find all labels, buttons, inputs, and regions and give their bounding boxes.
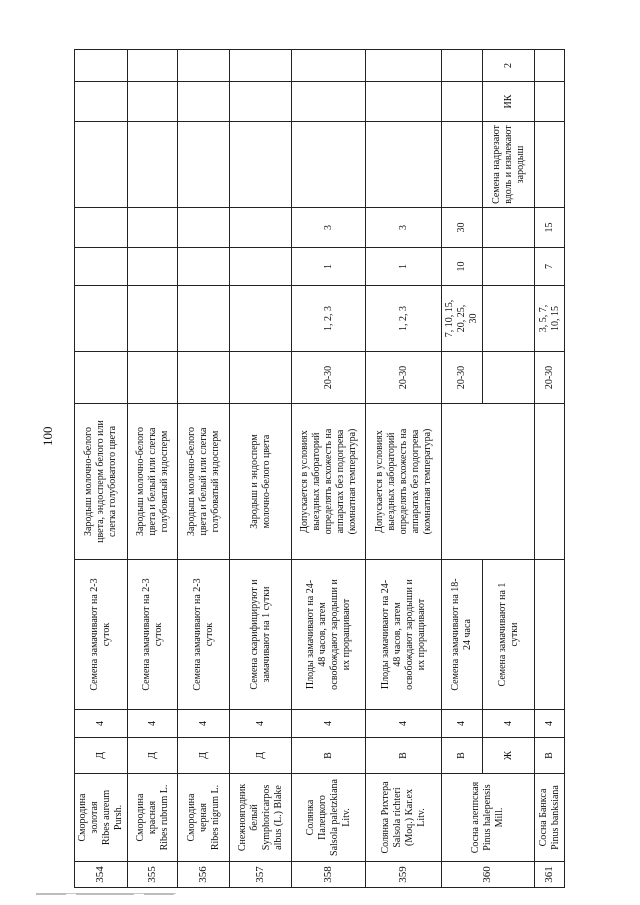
preparation-cell: Плоды замачивают на 24- 48 часов, затем освобождают зародыши и их проращивают <box>292 560 366 710</box>
days-cell <box>483 286 535 352</box>
note-cell <box>442 404 535 560</box>
row-number: 354 <box>75 862 128 888</box>
preparation-cell: Семена замачивают на 18- 24 часа <box>442 560 483 710</box>
table-row <box>230 50 292 888</box>
extra-cell <box>128 82 178 122</box>
count-cell: 4 <box>366 710 442 738</box>
group-cell: Д <box>230 738 292 774</box>
extra-cell <box>442 50 483 82</box>
extra-cell <box>292 122 366 208</box>
extra-cell <box>230 82 292 122</box>
preparation-cell: Семена замачивают на 2-3 суток <box>75 560 128 710</box>
extra-cell <box>230 50 292 82</box>
species-cell: Солянка Палецкого Salsola paletzkiana Litv. <box>292 774 366 862</box>
temperature-cell: 20-30 <box>292 352 366 404</box>
table-row <box>442 50 483 888</box>
species-cell: Смородина черная Ribes nigrum L. <box>178 774 230 862</box>
extra-cell <box>75 122 128 208</box>
row-number: 357 <box>230 862 292 888</box>
group-cell: Д <box>128 738 178 774</box>
group-cell: Ж <box>483 738 535 774</box>
species-cell: Сосна Банкса Pinus banksiana <box>535 774 565 862</box>
table-row <box>178 50 230 888</box>
value-cell <box>75 208 128 248</box>
extra-cell: Семена надрезают вдоль и извлекают зародыш <box>483 122 535 208</box>
temperature-cell: 20-30 <box>535 352 565 404</box>
seed-testing-table <box>74 50 561 888</box>
count-cell: 4 <box>535 710 565 738</box>
species-cell: Снежноягодник белый Symphoricarpos albus (L.) Blake <box>230 774 292 862</box>
row-number: 355 <box>128 862 178 888</box>
page-number: 100 <box>40 426 55 446</box>
note-cell <box>535 404 565 560</box>
temperature-cell <box>75 352 128 404</box>
value-cell: 15 <box>535 208 565 248</box>
extra-cell <box>292 82 366 122</box>
value-cell <box>230 208 292 248</box>
species-cell: Сосна алеппская Pinus halepensis Mill. <box>442 774 535 862</box>
group-cell: Д <box>75 738 128 774</box>
extra-cell <box>230 122 292 208</box>
value-cell <box>128 208 178 248</box>
extra-cell: ИК <box>483 82 535 122</box>
value-cell <box>483 208 535 248</box>
table-row <box>75 50 128 888</box>
count-cell: 4 <box>75 710 128 738</box>
note-cell: Зародыш молочно-белого цвета и белый или слегка голубоватый эндосперм <box>128 404 178 560</box>
value-cell <box>230 248 292 286</box>
preparation-cell: Плоды замачивают на 24- 48 часов, затем освобождают зародыши и их проращивают <box>366 560 442 710</box>
preparation-cell: Семена замачивают на 2-3 суток <box>128 560 178 710</box>
note-cell: Зародыш молочно-белого цвета, эндосперм белого или слегка голубоватого цвета <box>75 404 128 560</box>
scan-edge-marks <box>36 893 176 899</box>
days-cell <box>128 286 178 352</box>
extra-cell <box>535 50 565 82</box>
species-cell: Смородина золотая Ribes aureum Pursh. <box>75 774 128 862</box>
days-cell: 1, 2, 3 <box>292 286 366 352</box>
group-cell: В <box>442 738 483 774</box>
extra-cell <box>75 50 128 82</box>
value-cell <box>483 248 535 286</box>
species-cell: Смородина красная Ribes rubrum L. <box>128 774 178 862</box>
note-cell: Зародыш и эндосперм молочно-белого цвета <box>230 404 292 560</box>
days-cell <box>75 286 128 352</box>
extra-cell <box>535 82 565 122</box>
days-cell: 3, 5, 7, 10, 15 <box>535 286 565 352</box>
table-row <box>366 50 442 888</box>
count-cell: 4 <box>230 710 292 738</box>
temperature-cell <box>128 352 178 404</box>
extra-cell <box>366 82 442 122</box>
extra-cell <box>442 82 483 122</box>
group-cell: В <box>292 738 366 774</box>
extra-cell <box>535 122 565 208</box>
days-cell: 7, 10, 15, 20, 25, 30 <box>442 286 483 352</box>
value-cell <box>178 208 230 248</box>
extra-cell <box>178 122 230 208</box>
value-cell: 3 <box>292 208 366 248</box>
preparation-cell: Семена замачивают на 1 сутки <box>483 560 535 710</box>
species-cell: Солянка Рихтера Salsola richteri (Moq.) Kar.ex Litv. <box>366 774 442 862</box>
temperature-cell: 20-30 <box>366 352 442 404</box>
table-row <box>292 50 366 888</box>
group-cell: Д <box>178 738 230 774</box>
value-cell <box>178 248 230 286</box>
value-cell: 7 <box>535 248 565 286</box>
value-cell <box>75 248 128 286</box>
extra-cell <box>366 50 442 82</box>
count-cell: 4 <box>483 710 535 738</box>
value-cell: 30 <box>442 208 483 248</box>
count-cell: 4 <box>128 710 178 738</box>
temperature-cell <box>178 352 230 404</box>
table-row <box>535 50 565 888</box>
count-cell: 4 <box>292 710 366 738</box>
row-number: 361 <box>535 862 565 888</box>
row-number: 356 <box>178 862 230 888</box>
days-cell <box>178 286 230 352</box>
note-cell: Зародыш молочно-белого цвета и белый или слегка голубоватый эндосперм <box>178 404 230 560</box>
group-cell: В <box>535 738 565 774</box>
extra-cell <box>128 50 178 82</box>
value-cell <box>128 248 178 286</box>
extra-cell <box>178 82 230 122</box>
extra-cell <box>178 50 230 82</box>
row-number: 359 <box>366 862 442 888</box>
days-cell: 1, 2, 3 <box>366 286 442 352</box>
extra-cell <box>128 122 178 208</box>
table-row <box>128 50 178 888</box>
temperature-cell <box>230 352 292 404</box>
extra-cell <box>75 82 128 122</box>
preparation-cell <box>535 560 565 710</box>
value-cell: 1 <box>292 248 366 286</box>
temperature-cell <box>483 352 535 404</box>
table <box>74 49 565 888</box>
days-cell <box>230 286 292 352</box>
preparation-cell: Семена замачивают на 2-3 суток <box>178 560 230 710</box>
preparation-cell: Семена скарифицируют и замачивают на 1 сутки <box>230 560 292 710</box>
extra-cell <box>292 50 366 82</box>
extra-cell: 2 <box>483 50 535 82</box>
note-cell: Допускается в условиях выездных лабораторий определять всхожесть на аппаратах без подогрева (комнатная температура) <box>366 404 442 560</box>
extra-cell <box>366 122 442 208</box>
value-cell: 3 <box>366 208 442 248</box>
count-cell: 4 <box>178 710 230 738</box>
row-number: 358 <box>292 862 366 888</box>
temperature-cell: 20-30 <box>442 352 483 404</box>
row-number: 360 <box>442 862 535 888</box>
group-cell: В <box>366 738 442 774</box>
note-cell: Допускается в условиях выездных лабораторий определять всхожесть на аппаратах без подогрева (комнатная температура) <box>292 404 366 560</box>
count-cell: 4 <box>442 710 483 738</box>
value-cell: 1 <box>366 248 442 286</box>
value-cell: 10 <box>442 248 483 286</box>
extra-cell <box>442 122 483 208</box>
